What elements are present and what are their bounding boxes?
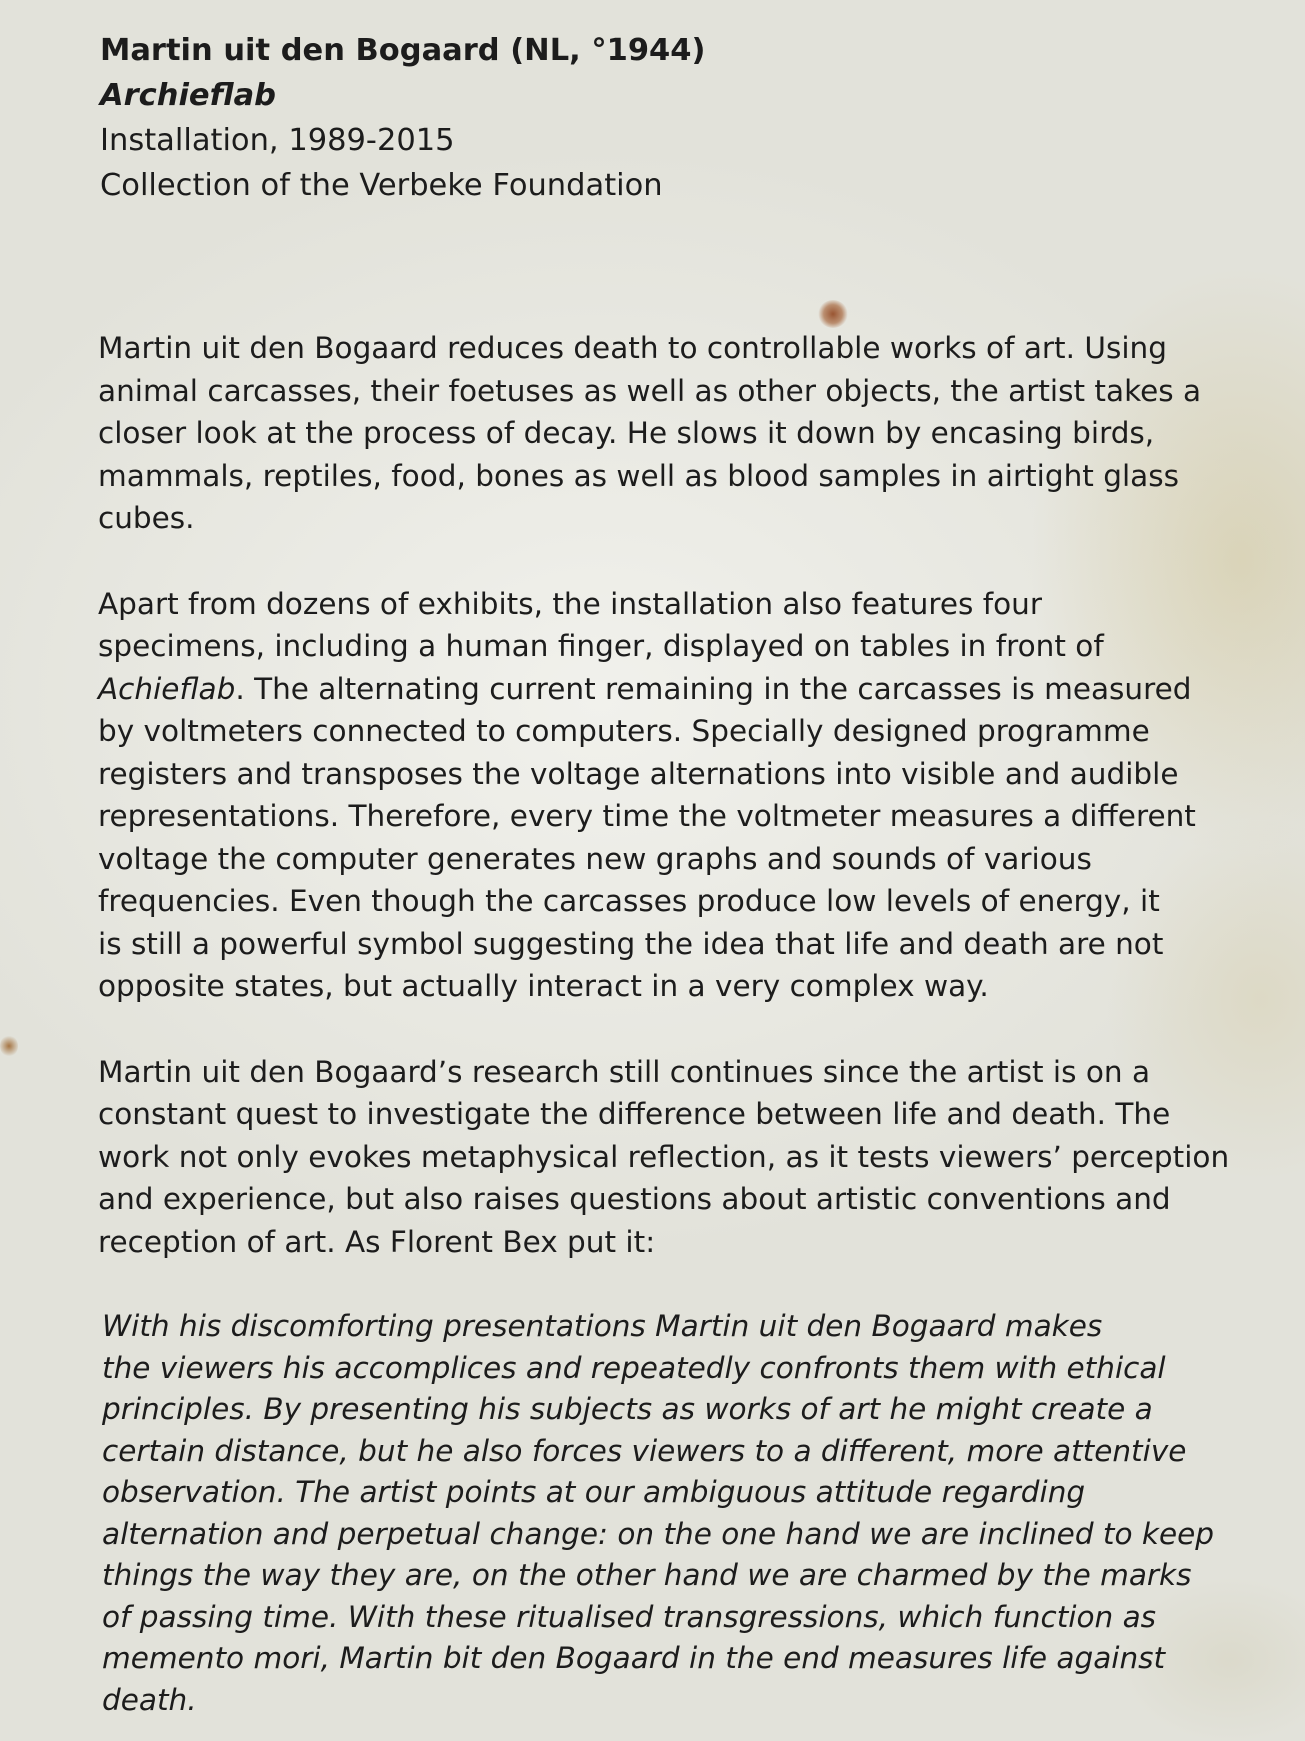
text-line: specimens, including a human finger, displayed on tables in front of (98, 629, 1104, 663)
text-line: work not only evokes metaphysical reflection, as it tests viewers’ perception (98, 1139, 1230, 1174)
text-line: Martin uit den Bogaard reduces death to controllable works of art. Using (98, 331, 1167, 365)
quote-line: alternation and perpetual change: on the one hand we are inclined to keep (102, 1516, 1215, 1551)
quote-line: certain distance, but he also forces viewers to a different, more attentive (102, 1433, 1187, 1468)
text-fragment: . The alternating current remaining in the carcasses is measured (235, 671, 1192, 706)
label-body (98, 327, 1238, 1721)
text-line: is still a powerful symbol suggesting the idea that life and death are not (98, 926, 1164, 961)
work-collection: Collection of the Verbeke Foundation (100, 168, 663, 203)
quote-line: observation. The artist points at our ambiguous attitude regarding (102, 1475, 1086, 1509)
paragraph-research (98, 1051, 1238, 1264)
text-line: mammals, reptiles, food, bones as well as blood samples in airtight glass (98, 458, 1179, 493)
text-line (98, 668, 1238, 711)
artist-name: Martin uit den Bogaard (NL, °1944) (100, 33, 706, 68)
paragraph-intro (98, 327, 1238, 540)
text-line: opposite states, but actually interact in a very complex way. (98, 969, 989, 1003)
text-line: cubes. (98, 501, 195, 535)
quote-line: principles. By presenting his subjects as works of art he might create a (102, 1392, 1153, 1426)
quote-line: With his discomforting presentations Martin uit den Bogaard makes (102, 1309, 1103, 1343)
quote-line: memento mori, Martin bit den Bogaard in the end measures life against (102, 1641, 1166, 1675)
label-header (100, 28, 1220, 208)
text-line: Martin uit den Bogaard’s research still continues since the artist is on a (98, 1054, 1151, 1089)
text-line: closer look at the process of decay. He slows it down by encasing birds, (98, 416, 1155, 450)
quote-block (98, 1306, 1238, 1721)
work-title: Archieflab (100, 78, 277, 113)
quote-line: death. (102, 1682, 197, 1717)
quote-line: the viewers his accomplices and repeatedly confronts them with ethical (102, 1350, 1166, 1385)
text-line: constant quest to investigate the difference between life and death. The (98, 1097, 1171, 1131)
text-line: reception of art. As Florent Bex put it: (98, 1224, 656, 1259)
text-line: registers and transposes the voltage alternations into visible and audible (98, 756, 1179, 791)
text-line: voltage the computer generates new graphs and sounds of various (98, 841, 1092, 876)
stain-mark (818, 300, 848, 328)
work-title-inline: Achieflab (98, 671, 236, 706)
text-line: by voltmeters connected to computers. Specially designed programme (98, 714, 1150, 748)
text-line: and experience, but also raises questions about artistic conventions and (98, 1182, 1171, 1216)
quote-line: things the way they are, on the other hand we are charmed by the marks (102, 1558, 1192, 1592)
text-line: representations. Therefore, every time the voltmeter measures a different (98, 799, 1196, 833)
stain-mark (0, 1035, 18, 1057)
text-line: Apart from dozens of exhibits, the installation also features four (98, 586, 1042, 621)
text-line: animal carcasses, their foetuses as well as other objects, the artist takes a (98, 373, 1202, 408)
quote-line: of passing time. With these ritualised transgressions, which function as (102, 1599, 1157, 1634)
work-medium: Installation, 1989-2015 (100, 123, 455, 158)
paragraph-installation (98, 583, 1238, 1008)
text-line: frequencies. Even though the carcasses produce low levels of energy, it (98, 884, 1160, 918)
